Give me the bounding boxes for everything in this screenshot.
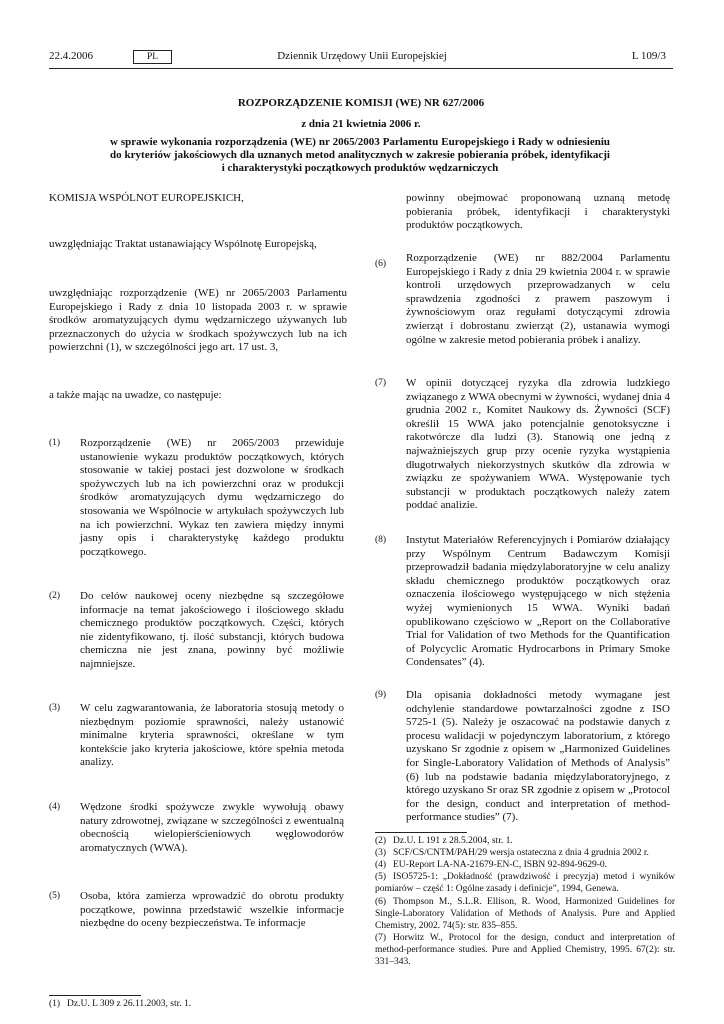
- recital-text: Instytut Materiałów Referencyjnych i Pomiarów działający przy Wspólnym Centrum Badawczym Komisji przeprowadził badania międzylaboratoryjne w celu analizy składu chemicznego produktów początkowych oraz oznaczenia ilościowego występującego w nich stężenia wyżej wymienionych 15 WWA. Wyniki badań opublikowano częściowo w „Report on the Collaborative Trial for Validation of two Methods for the Quantification of Polycyclic Aromatic Hydrocarbons in Primary Smoke Condensates” (4).: [406, 534, 670, 669]
- preamble-commission: KOMISJA WSPÓLNOT EUROPEJSKICH,: [49, 192, 244, 204]
- footnote-text: SCF/CS/CNTM/PAH/29 wersja ostateczna z dnia 4 grudnia 2002 r.: [393, 848, 649, 858]
- footnote-label: (4): [375, 860, 387, 870]
- recital-text: Dla opisania dokładności metody wymagane jest odchylenie standardowe powtarzalności zgodne z ISO 5725-1 (5). Należy je oszacować na podstawie danych z procesu walidacji w pojedynczym laboratorium, z którego uzyskano Sr zgodnie z opisem w „Harmonized Guidelines for Single-Laboratory Validation of Methods of Analysis” (6) lub na podstawie badania międzylaboratoryjnego, z którego uzyskano Sr oraz SR zgodnie z opisem w „Protocol for the design, conduct and interpretation of method-performance studies” (7).: [406, 689, 670, 824]
- footnote-text: Dz.U. L 309 z 26.11.2003, str. 1.: [67, 999, 192, 1009]
- recital-text: Rozporządzenie (WE) nr 882/2004 Parlamentu Europejskiego i Rady z dnia 29 kwietnia 2004 r. w sprawie kontroli urzędowych przeprowadzanych w celu sprawdzenia zgodności z prawem paszowym i żywnościowym oraz regułami dotyczącymi zdrowia zwierząt i dobrostanu zwierząt (2), ustanawia wymogi ogólne w zakresie metod pobierania próbek i analizy.: [406, 252, 670, 346]
- footnote-label: (5): [375, 872, 387, 882]
- recital-number: (2): [49, 591, 61, 601]
- footnote-text: Thompson M., S.L.R. Ellison, R. Wood, Harmonized Guidelines for Single-Laboratory Validation of Methods of Analysis. Pure and Applied Chemistry, 2002. 74(5): str. 835–855.: [375, 897, 675, 931]
- footnote-label: (7): [375, 933, 387, 943]
- footnote-text: EU-Report LA-NA-21679-EN-C, ISBN 92-894-9629-0.: [393, 860, 607, 870]
- recital-number: (4): [49, 802, 61, 812]
- footnote-rule: [49, 995, 141, 996]
- footnote: [375, 872, 675, 896]
- footnote-text: Horwitz W., Protocol for the design, conduct and interpretation of method-performance studies. Pure and Applied Chemistry, 1995. 67(2): str. 331–343.: [375, 933, 675, 967]
- footnote: [375, 897, 675, 932]
- preamble-whereas: a także mając na uwadze, co następuje:: [49, 389, 222, 401]
- recital-number: (7): [375, 378, 387, 388]
- recital-text: Rozporządzenie (WE) nr 2065/2003 przewiduje ustanowienie wykazu produktów początkowych, których stosowanie w takiej postaci jest dozwolone w środkach spożywczych lub na ich powierzchni oraz w produkcji środków aromatyzujących dymu wędzarniczego do stosowania we Wspólnocie w artykułach spożywczych lub na ich powierzchni. Wykaz ten zawiera między innymi jasny opis i charakterystykę każdego produktu początkowego.: [80, 437, 344, 558]
- footnote-text: Dz.U. L 191 z 28.5.2004, str. 1.: [393, 836, 513, 846]
- footnote: [375, 848, 675, 860]
- recital-number: (5): [49, 891, 61, 901]
- recital-text: Do celów naukowej oceny niezbędne są szczegółowe informacje na temat jakościowego i ilościowego składu chemicznego produktów początkowych. Części, których nie zidentyfikowano, tj. ilość substancji, których budowa chemiczna nie jest znana, powinny być możliwie najmniejsze.: [80, 590, 344, 670]
- footnote-text: ISO5725-1: „Dokładność (prawdziwość i precyzja) metod i wyników pomiarów – część 1: Ogólne zasady i definicje”, 1994, Genewa.: [375, 872, 675, 894]
- recital-number: (3): [49, 703, 61, 713]
- recital-number: (8): [375, 535, 387, 545]
- footnote-label: (6): [375, 897, 387, 907]
- document-subject: w sprawie wykonania rozporządzenia (WE) nr 2065/2003 Parlamentu Europejskiego i Rady w odniesieniu do kryteriów jakościowych dla uznanych metod analitycznych w zakresie pobierania próbek, identyfikacji i charakterystyki początkowych produktów wędzarniczych: [110, 136, 610, 174]
- footnote: [49, 999, 349, 1011]
- footnote: [375, 836, 675, 848]
- footnote-label: (3): [375, 848, 387, 858]
- recital-number: (6): [375, 259, 387, 269]
- preamble-regulation-text: uwzględniając rozporządzenie (WE) nr 2065/2003 Parlamentu Europejskiego i Rady z dnia 10 listopada 2003 r. w sprawie środków aromatyzujących dymu wędzarniczego używanych lub przeznaczonych do użycia w środkach spożywczych lub na ich powierzchni (1), w szczególności jego art. 17 ust. 3,: [49, 287, 347, 354]
- recital-number: (9): [375, 690, 387, 700]
- footnote-rule: [375, 832, 467, 833]
- footnote: [375, 933, 675, 968]
- preamble-regulation: [49, 287, 347, 355]
- footnote-label: (2): [375, 836, 387, 846]
- recital-text: Osoba, która zamierza wprowadzić do obrotu produkty początkowe, powinna przedstawić wszelkie informacje niezbędne do oceny bezpieczeństwa. Te informacje: [80, 890, 344, 930]
- recital-text: W opinii dotyczącej ryzyka dla zdrowia ludzkiego związanego z WWA obecnymi w żywności, wydanej dnia 4 grudnia 2002 r., Komitet Naukowy ds. Żywności (SCF) określił 15 WWA jako potencjalnie genotoksyczne i rakotwórcze dla ludzi (3). Stanowią one jedną z najważniejszych grup przy ocenie ryzyka wystąpienia długotrwałych niekorzystnych skutków dla zdrowia w związku ze spożywaniem WWA. Występowanie tych substancji w produktach początkowych należy zatem poddać analizie.: [406, 377, 670, 512]
- recital-text: powinny obejmować proponowaną uznaną metodę pobierania próbek, identyfikacji i charakterystyki produktów początkowych.: [406, 192, 670, 232]
- recital-text: W celu zagwarantowania, że laboratoria stosują metody o niezbędnym poziomie sprawności, należy ustanowić minimalne kryteria sprawności, określane w tym kontekście jako kryteria jakościowe, które spełnia metoda analizy.: [80, 702, 344, 769]
- recital-text: Wędzone środki spożywcze zwykle wywołują obawy natury zdrowotnej, związane w szczególności z ewentualną obecnością wielopierścieniowych węglowodorów aromatycznych (WWA).: [80, 801, 344, 854]
- footnote-label: (1): [49, 999, 61, 1009]
- document-date: z dnia 21 kwietnia 2006 r.: [301, 118, 421, 130]
- language-badge: PL: [133, 50, 172, 64]
- recital-number: (1): [49, 438, 61, 448]
- document-title: ROZPORZĄDZENIE KOMISJI (WE) NR 627/2006: [237, 97, 485, 109]
- footnote: [375, 860, 675, 872]
- page-reference: L 109/3: [631, 50, 666, 62]
- preamble-treaty: uwzględniając Traktat ustanawiający Wspólnotę Europejską,: [49, 238, 317, 250]
- journal-title: Dziennik Urzędowy Unii Europejskiej: [277, 50, 447, 62]
- header-rule: [49, 68, 673, 69]
- header-date: 22.4.2006: [49, 50, 93, 62]
